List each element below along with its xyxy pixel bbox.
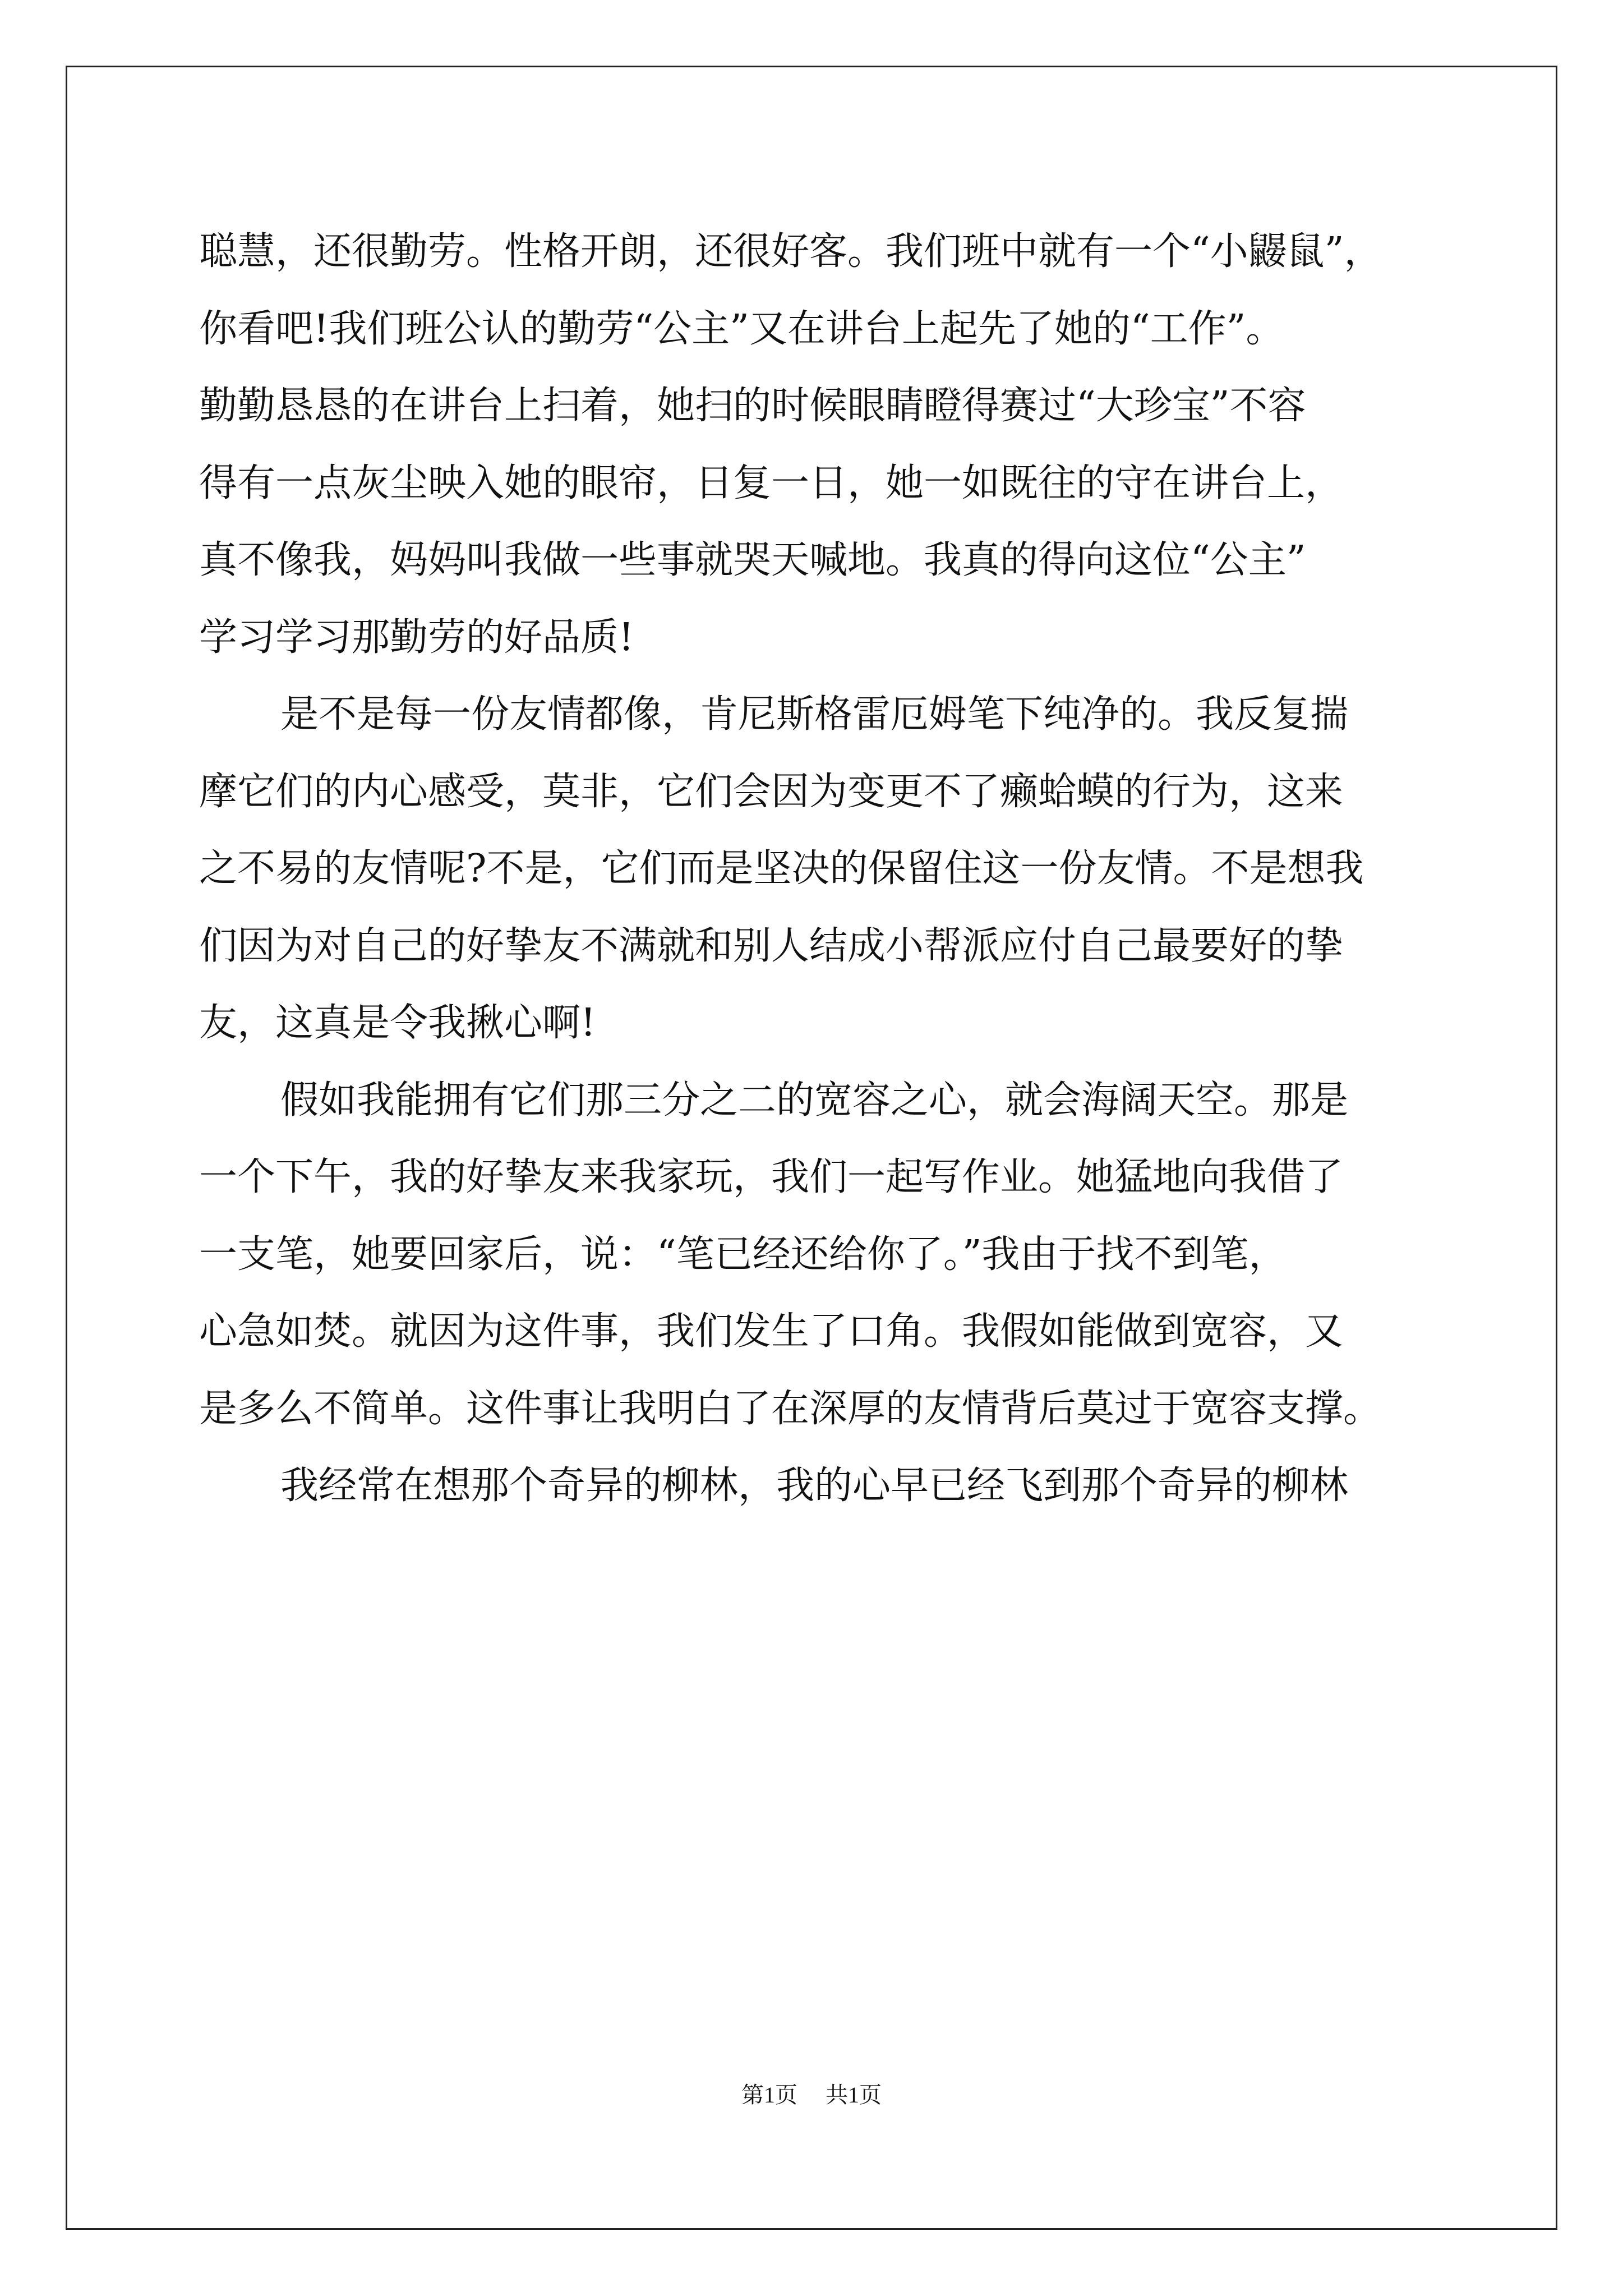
text-line: 一个下午，我的好挚友来我家玩，我们一起写作业。她猛地向我借了: [199, 1155, 1344, 1199]
paragraph-start-line: 假如我能拥有它们那三分之二的宽容之心，就会海阔天空。那是: [280, 1078, 1349, 1122]
text-line: 之不易的友情呢?不是，它们而是坚决的保留住这一份友情。不是想我: [199, 846, 1364, 891]
text-line: 聪慧，还很勤劳。性格开朗，还很好客。我们班中就有一个“小鼹鼠”，: [199, 229, 1382, 274]
text-line: 心急如焚。就因为这件事，我们发生了口角。我假如能做到宽容，又: [199, 1309, 1344, 1354]
text-line: 友，这真是令我揪心啊!: [199, 1001, 596, 1045]
page-total: 共1页: [826, 2082, 882, 2108]
page-footer: [0, 2081, 1623, 2109]
text-line: 一支笔，她要回家后，说：“笔已经还给你了。”我由于找不到笔，: [199, 1232, 1287, 1277]
paragraph-start-line: 是不是每一份友情都像，肯尼斯格雷厄姆笔下纯净的。我反复揣: [280, 692, 1349, 737]
text-line: 们因为对自己的好挚友不满就和别人结成小帮派应付自己最要好的挚: [199, 923, 1344, 968]
text-line: 得有一点灰尘映入她的眼帘，日复一日，她一如既往的守在讲台上，: [199, 461, 1344, 505]
text-line: 学习学习那勤劳的好品质!: [199, 615, 634, 660]
text-line: 真不像我，妈妈叫我做一些事就哭天喊地。我真的得向这位“公主”: [199, 538, 1306, 582]
document-body: [199, 213, 1433, 1525]
text-line: 摩它们的内心感受，莫非，它们会因为变更不了癞蛤蟆的行为，这来: [199, 769, 1344, 814]
text-line: 你看吧!我们班公认的勤劳“公主”又在讲台上起先了她的“工作”。: [199, 306, 1284, 351]
paragraph-start-line: 我经常在想那个奇异的柳林，我的心早已经飞到那个奇异的柳林: [280, 1464, 1349, 1508]
text-line: 勤勤恳恳的在讲台上扫着，她扫的时候眼睛瞪得赛过“大珍宝”不容: [199, 384, 1306, 428]
text-line: 是多么不简单。这件事让我明白了在深厚的友情背后莫过于宽容支撑。: [199, 1386, 1382, 1431]
page-number: 第1页: [741, 2082, 797, 2108]
